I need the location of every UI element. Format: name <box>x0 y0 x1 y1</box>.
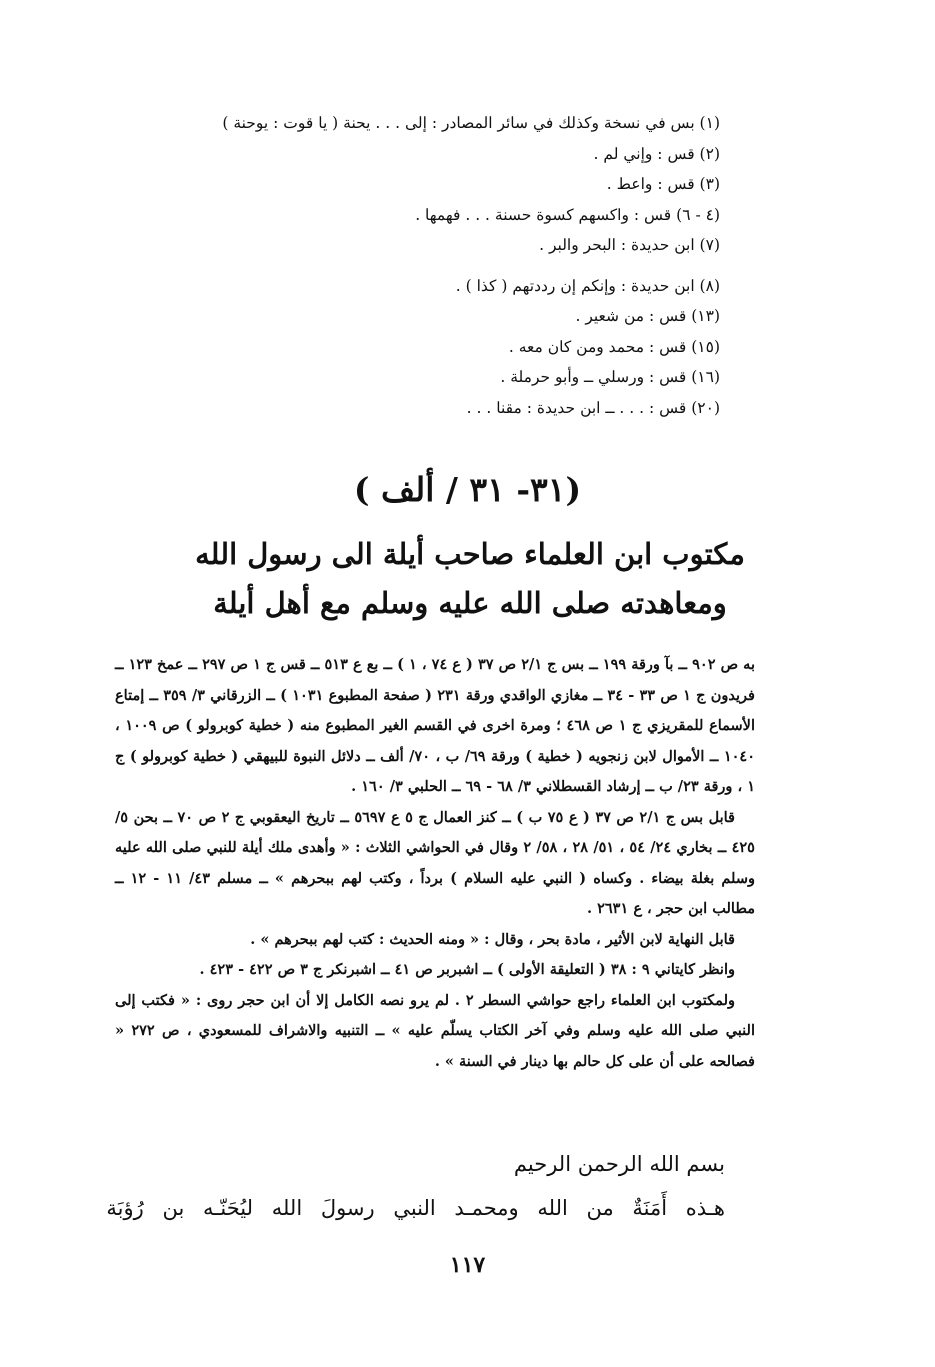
section-number: (٣١- ٣١ / ألف ) <box>353 470 582 509</box>
page-number: ١١٧ <box>449 1252 486 1278</box>
title-line-2: ومعاهدته صلى الله عليه وسلم مع أهل أيلة <box>213 586 727 620</box>
footnote: (١) بس في نسخة وكذلك في سائر المصادر : إلى . . . يحنة ( يا قوت : يوحنة ) <box>222 114 720 132</box>
reference-paragraph: ولمكتوب ابن العلماء راجع حواشي السطر ٢ . لم يرو نصه الكامل إلا أن ابن حجر روى : « فكتب إلى النبي صلى الله عليه وسلم وفي آخر الكتاب يسلّم عليه » ــ التنبيه والاشراف للمسعودي ، ص ٢٧٢ « فصالحه على أن على كل حالم بها دينار في السنة » . <box>115 991 755 1070</box>
footnote: (٤ - ٦) قس : واكسهم كسوة حسنة . . . فهمها . <box>415 205 720 224</box>
footnote: (٣) قس : واعط . <box>606 175 720 193</box>
footnote: (٢) قس : وإني لم . <box>593 144 720 163</box>
footnote: (١٦) قس : ورسلي ــ وأبو حرملة . <box>500 368 720 386</box>
title-line-1: مكتوب ابن العلماء صاحب أيلة الى رسول الله <box>195 537 745 571</box>
document-text <box>106 1142 725 1230</box>
document-line: هـذه أَمَنَةٌ من الله ومحمـد النبي رسولَ الله ليُحَنّـه بن رُؤبَة <box>106 1196 725 1220</box>
footnote: (٢٠) قس : . . . ــ ابن حديدة : مقنا . . . <box>466 398 720 417</box>
references-block <box>115 650 755 1077</box>
reference-paragraph: قابل النهاية لابن الأثير ، مادة بحر ، وقال : « ومنه الحديث : كتب لهم ببحرهم » . <box>250 930 735 948</box>
footnotes-list <box>160 108 720 423</box>
footnote: (١٥) قس : محمد ومن كان معه . <box>508 337 720 356</box>
reference-paragraph: قابل بس ج ٢/١ ص ٣٧ ( ع ٧٥ ب ) ــ كنز العمال ج ٥ ع ٥٦٩٧ ــ تاريخ اليعقوبي ج ٢ ص ٧٠ ــ بحن ٥/ ٤٢٥ ــ بخاري ٢٤/ ٥٤ ، ٥١/ ٢٨ ، ٥٨/ ٢ وقال في الحواشي الثلاث : « وأهدى ملك أيلة للنبي صلى الله عليه وسلم بغلة بيضاء . وكساه ( النبي عليه السلام ) برداً ، وكتب لهم ببحرهم » ــ مسلم ٤٣/ ١١ - ١٢ ــ مطالب ابن حجر ، ع ٢٦٣١ . <box>115 808 755 917</box>
reference-paragraph: وانظر كايتاني ٩ : ٣٨ ( التعليقة الأولى ) ــ اشبربر ص ٤١ ــ اشبرنكر ج ٣ ص ٤٢٢ - ٤٢٣ . <box>199 961 735 978</box>
footnote: (٧) ابن حديدة : البحر والبر . <box>539 236 720 254</box>
basmala: بسم الله الرحمن الرحيم <box>513 1152 725 1176</box>
footnote: (٨) ابن حديدة : وإنكم إن رددتهم ( كذا ) . <box>455 276 720 295</box>
footnote: (١٣) قس : من شعير . <box>575 307 720 325</box>
reference-paragraph: به ص ٩٠٢ ــ بآ ورقة ١٩٩ ــ بس ج ٢/١ ص ٣٧ ( ع ٧٤ ، ١ ) ــ بع ع ٥١٣ ــ قس ج ١ ص ٢٩٧ ــ عمخ ١٢٣ ــ فريدون ج ١ ص ٣٣ - ٣٤ ــ مغازي الواقدي ورقة ٢٣١ ( صفحة المطبوع ١٠٣١ ) ــ الزرقاني ٣/ ٣٥٩ ــ إمتاع الأسماع للمقريزي ج ١ ص ٤٦٨ ؛ ومرة اخرى في القسم الغير المطبوع منه ( خطية كوبرولو ) ص ١٠٠٩ ، ١٠٤٠ ــ الأموال لابن زنجويه ( خطية ) ورقة ٦٩/ ب ، ٧٠/ ألف ــ دلائل النبوة للبيهقي ( خطية كوبرولو ) ج ١ ، ورقة ٢٣/ ب ــ إرشاد القسطلاني ٣/ ٦٨ - ٦٩ ــ الحلبي ٣/ ١٦٠ . <box>115 656 755 795</box>
page-title <box>120 530 820 628</box>
